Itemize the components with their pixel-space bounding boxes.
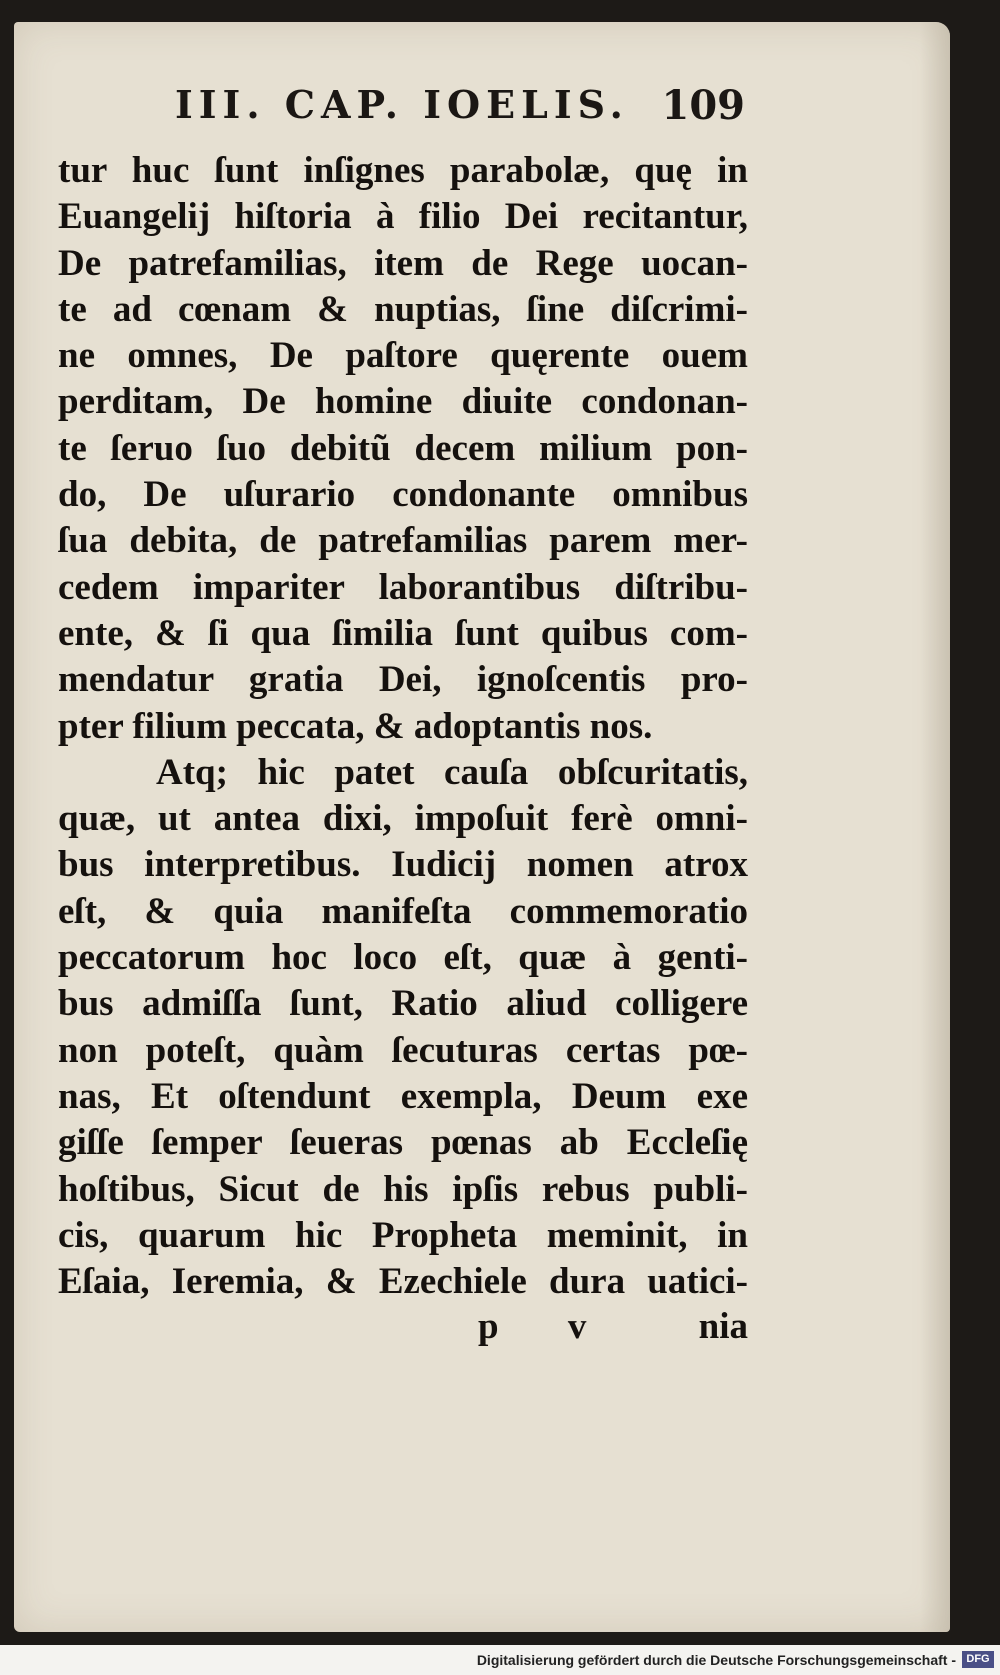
text-line: pter filium peccata, & adoptantis nos. (58, 705, 653, 747)
text-line: mendatur gratia Dei, ignoſcentis pro- (58, 659, 748, 701)
digitization-footer (0, 1645, 1000, 1675)
text-line: bus admiſſa ſunt, Ratio aliud colligere (58, 983, 748, 1025)
text-line: eſt, & quia manifeſta commemoratio (58, 890, 748, 932)
text-line: do, De uſurario condonante omnibus (58, 474, 748, 516)
catchword: nia (698, 1306, 748, 1347)
text-line: ne omnes, De paſtore quęrente ouem (58, 335, 748, 377)
funding-credit: Digitalisierung gefördert durch die Deutsche Forschungsgemeinschaft - (476, 1652, 956, 1668)
text-line: nas, Et oſtendunt exempla, Deum exe (58, 1075, 748, 1117)
body-text (58, 148, 748, 1305)
text-line: cedem impariter laborantibus diſtribu- (58, 566, 748, 608)
catchword-line (58, 1305, 748, 1355)
text-line: Euangelij hiſtoria à filio Dei recitantur, (58, 196, 748, 238)
text-line: ente, & ſi qua ſimilia ſunt quibus com- (58, 612, 748, 654)
text-line: Eſaia, Ieremia, & Ezechiele dura uatici- (58, 1261, 748, 1303)
text-line: ſua debita, de patrefamilias parem mer- (58, 520, 748, 562)
text-line: giſſe ſemper ſeueras pœnas ab Eccleſię (58, 1122, 748, 1164)
dfg-logo: DFG (962, 1651, 994, 1668)
text-line: non poteſt, quàm ſecuturas certas pœ- (58, 1029, 748, 1071)
text-line-indented: Atq; hic patet cauſa obſcuritatis, (156, 751, 748, 793)
text-line: De patrefamilias, item de Rege uocan- (58, 242, 748, 284)
running-head: III. CAP. IOELIS. (175, 82, 629, 127)
page-header (165, 68, 745, 128)
text-line: te ſeruo ſuo debitũ decem milium pon- (58, 427, 748, 469)
page-number: 109 (661, 82, 745, 129)
text-line: hoſtibus, Sicut de his ipſis rebus publi- (58, 1168, 748, 1210)
text-line: peccatorum hoc loco eſt, quæ à genti- (58, 937, 748, 979)
text-line: bus interpretibus. Iudicij nomen atrox (58, 844, 748, 886)
text-line: cis, quarum hic Propheta meminit, in (58, 1214, 748, 1256)
page-edge-shadow (920, 22, 950, 1632)
text-line: te ad cœnam & nuptias, ſine diſcrimi- (58, 288, 748, 330)
text-line: quæ, ut antea dixi, impoſuit ferè omni- (58, 798, 748, 840)
text-line: perditam, De homine diuite condonan- (58, 381, 748, 423)
signature-mark: p v (478, 1306, 617, 1347)
text-line: tur huc ſunt inſignes parabolæ, quę in (58, 150, 748, 191)
